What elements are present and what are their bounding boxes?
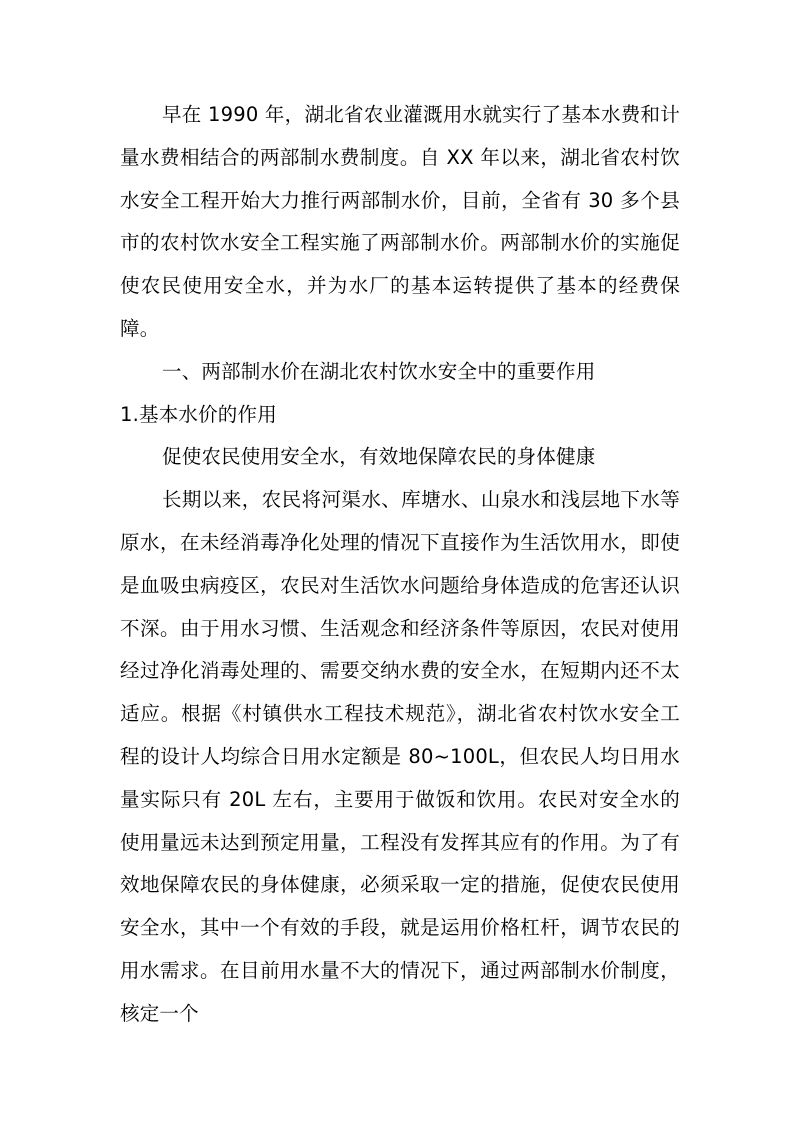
subsection-lead: 促使农民使用安全水，有效地保障农民的身体健康 (162, 445, 596, 469)
intro-paragraph: 早在 1990 年，湖北省农业灌溉用水就实行了基本水费和计量水费相结合的两部制水费制度。自 XX 年以来，湖北省农村饮水安全工程开始大力推行两部制水价，目前，全省有 30 多个县市的农村饮水安全工程实施了两部制水价。两部制水价的实施促使农民使用安全水，并为水厂的基本运转提供了基本的经费保障。 (120, 103, 680, 340)
section-heading: 一、两部制水价在湖北农村饮水安全中的重要作用 (162, 359, 596, 383)
body-paragraph: 长期以来，农民将河渠水、库塘水、山泉水和浅层地下水等原水，在未经消毒净化处理的情况下直接作为生活饮用水，即使是血吸虫病疫区，农民对生活饮水问题给身体造成的危害还认识不深。由于用水习惯、生活观念和经济条件等原因，农民对使用经过净化消毒处理的、需要交纳水费的安全水，在短期内还不太适应。根据《村镇供水工程技术规范》，湖北省农村饮水安全工程的设计人均综合日用水定额是 80~100L，但农民人均日用水量实际只有 20L 左右，主要用于做饭和饮用。农民对安全水的使用量远未达到预定用量，工程没有发挥其应有的作用。为了有效地保障农民的身体健康，必须采取一定的措施，促使农民使用安全水，其中一个有效的手段，就是运用价格杠杆，调节农民的用水需求。在目前用水量不大的情况下，通过两部制水价制度，核定一个 (120, 488, 680, 1025)
subsection-heading: 1.基本水价的作用 (120, 402, 277, 426)
document-body (120, 94, 680, 1036)
